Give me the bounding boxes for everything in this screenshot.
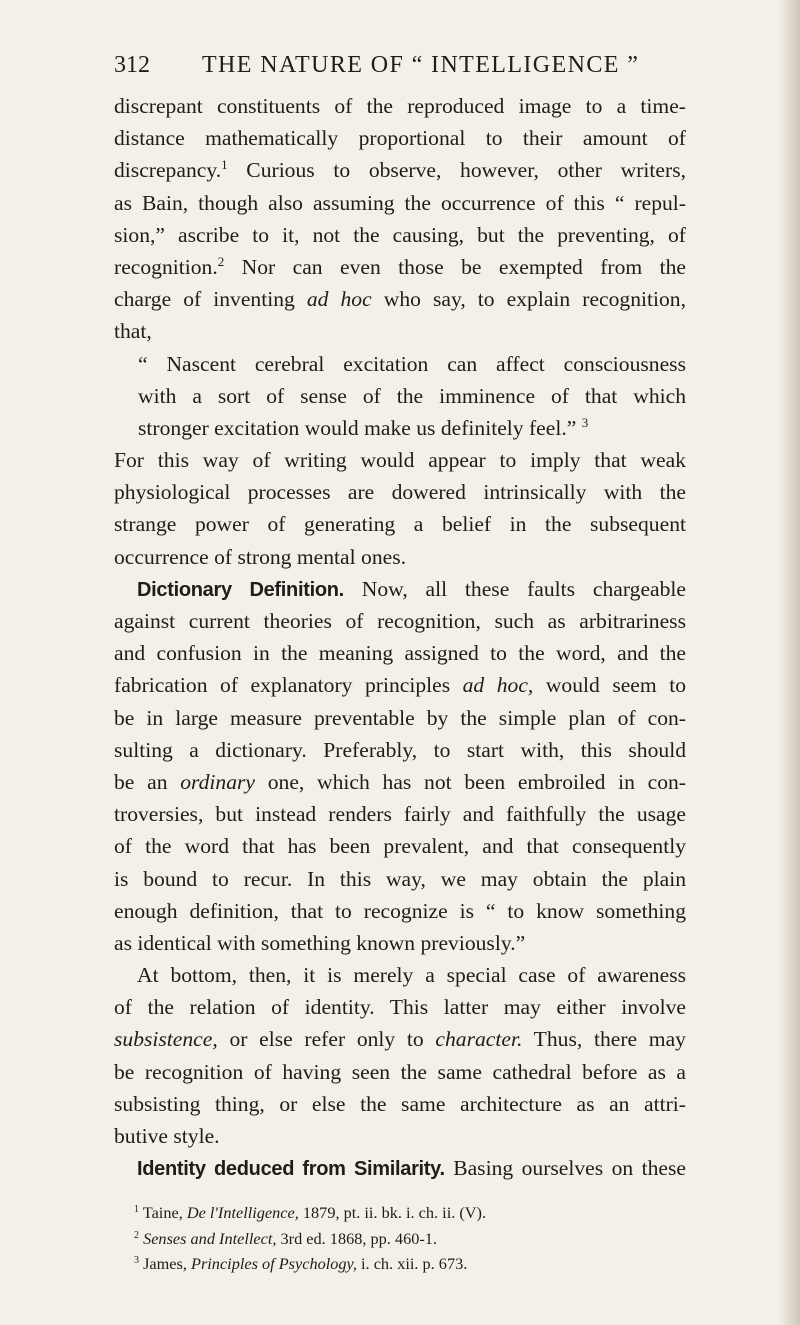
text-run: Now, all these faults chargeable	[343, 576, 686, 601]
footnote-1	[114, 1200, 686, 1226]
body-text	[114, 90, 686, 1184]
quote-line: “ Nascent cerebral excitation can affect consciousness	[138, 351, 686, 376]
text-line: strange power of generating a belief in the subsequent	[114, 512, 686, 537]
text-run: 3rd ed. 1868, pp. 460-1.	[276, 1228, 437, 1248]
text-run: charge of inventing	[114, 287, 307, 312]
footnote-2	[114, 1226, 686, 1252]
text-line	[114, 1152, 686, 1184]
text-run: who say, to explain recognition,	[371, 287, 686, 312]
text-run: Curious to observe, however, other writers,	[227, 158, 686, 183]
text-line: sion,” ascribe to it, not the causing, but the preventing, of	[114, 222, 686, 247]
text-run: would seem to	[533, 673, 686, 698]
italic-run: Principles of Psychology,	[191, 1254, 357, 1273]
text-line: of the relation of identity. This latter may either involve	[114, 995, 686, 1020]
text-run: Basing ourselves on these	[444, 1156, 686, 1181]
text-line: distance mathematically proportional to their amount of	[114, 126, 686, 151]
section-heading-dictionary-definition: Dictionary Definition.	[137, 578, 344, 601]
italic-run: Senses and Intellect,	[139, 1228, 277, 1248]
text-line	[114, 1023, 686, 1055]
running-head: THE NATURE OF “ INTELLIGENCE ”	[202, 52, 640, 78]
italic-run: subsistence,	[114, 1027, 218, 1052]
text-line: be in large measure preventable by the simple plan of con-	[114, 705, 686, 730]
text-run: 1879, pt. ii. bk. i. ch. ii. (V).	[298, 1203, 487, 1222]
italic-run: ad hoc,	[462, 673, 534, 698]
footnote-3	[114, 1251, 686, 1277]
text-line: At bottom, then, it is merely a special case of awareness	[137, 963, 686, 988]
text-run: James,	[139, 1254, 191, 1273]
text-line: discrepant constituents of the reproduced image to a time-	[114, 94, 686, 118]
text-run: one, which has not been embroiled in con-	[255, 769, 686, 794]
text-line: be recognition of having seen the same cathedral before as a	[114, 1059, 686, 1084]
page-edge-shadow	[778, 0, 800, 1325]
footnote-marker: 2	[134, 1229, 139, 1241]
italic-run: ordinary	[180, 769, 255, 794]
text-line	[114, 251, 686, 283]
text-run: be an	[114, 769, 181, 794]
text-run: Nor can even those be exempted from the	[224, 254, 686, 279]
footnotes	[114, 1200, 686, 1277]
text-line: sulting a dictionary. Preferably, to start with, this should	[114, 737, 686, 762]
text-run: i. ch. xii. p. 673.	[356, 1254, 468, 1273]
text-run: Taine,	[139, 1203, 187, 1222]
quote-line	[114, 412, 686, 444]
text-run: or else refer only to	[217, 1027, 436, 1052]
text-line: enough definition, that to recognize is “ to know something	[114, 898, 686, 923]
text-line	[114, 766, 686, 798]
text-line: subsisting thing, or else the same architecture as an attri-	[114, 1091, 686, 1116]
page-header	[114, 50, 686, 86]
footnote-marker: 1	[134, 1204, 139, 1215]
text-line: butive style.	[114, 1124, 220, 1148]
italic-run: character.	[435, 1027, 523, 1052]
text-line: against current theories of recognition, such as arbitrariness	[114, 609, 686, 633]
text-line: is bound to recur. In this way, we may obtain the plain	[114, 866, 686, 891]
text-line	[114, 154, 686, 186]
text-run: recognition.	[114, 254, 218, 279]
text-line: of the word that has been prevalent, and that consequently	[114, 834, 686, 859]
text-line: and confusion in the meaning assigned to the word, and the	[114, 641, 686, 666]
text-run: Thus, there may	[522, 1027, 686, 1052]
text-line: troversies, but instead renders fairly and faithfully the usage	[114, 802, 686, 827]
text-run: stronger excitation would make us definitely feel.”	[138, 415, 582, 440]
text-line	[114, 573, 686, 605]
page-number: 312	[114, 52, 150, 78]
footnote-ref-2[interactable]: 2	[217, 253, 225, 269]
text-line: physiological processes are dowered intrinsically with the	[114, 480, 686, 505]
italic-run: ad hoc	[306, 287, 372, 312]
section-heading-identity-deduced: Identity deduced from Similarity.	[137, 1158, 445, 1181]
text-line: that,	[114, 319, 152, 344]
block-quote	[114, 348, 686, 445]
text-run: discrepancy.	[114, 158, 222, 183]
text-line	[114, 283, 686, 315]
footnote-ref-1[interactable]: 1	[221, 157, 228, 173]
quote-line: with a sort of sense of the imminence of that which	[138, 383, 686, 408]
text-line: occurrence of strong mental ones.	[114, 544, 407, 569]
text-line	[114, 669, 686, 701]
text-line: as identical with something known previously.”	[114, 930, 526, 955]
italic-run: De l'Intelligence,	[186, 1203, 299, 1222]
text-run: fabrication of explanatory principles	[114, 673, 463, 698]
footnote-ref-3[interactable]: 3	[581, 414, 589, 430]
footnote-marker: 3	[134, 1255, 139, 1266]
text-line: For this way of writing would appear to imply that weak	[114, 448, 686, 473]
text-line: as Bain, though also assuming the occurrence of this “ repul-	[114, 190, 686, 215]
